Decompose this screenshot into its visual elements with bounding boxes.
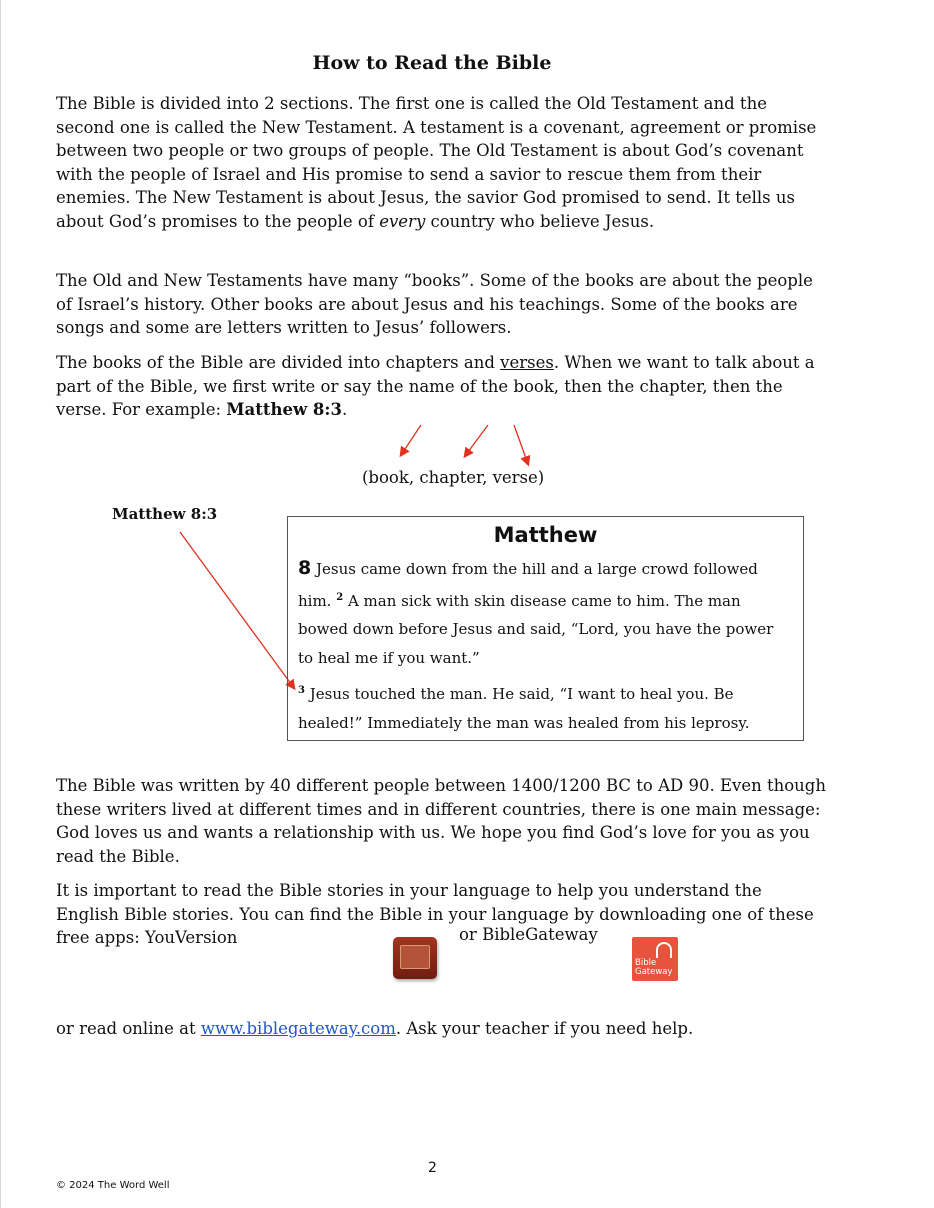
chapter-number: 8 xyxy=(298,557,312,579)
paragraph-text: It is important to read the Bible stories in your language to help you understand the English Bible stories. You can find the Bible in your language by downloading one of these free apps: YouVersion xyxy=(56,881,814,947)
period: . xyxy=(341,400,348,419)
copyright-footer: © 2024 The Word Well xyxy=(56,1180,170,1191)
page-title: How to Read the Bible xyxy=(312,52,552,74)
verse-3-text: Jesus touched the man. He said, “I want to heal you. Be healed!” Immediately the man was healed from his leprosy. xyxy=(298,685,750,732)
verses-1-2 xyxy=(298,554,793,672)
biblegateway-app-icon[interactable] xyxy=(632,937,678,981)
paragraph-books: The Old and New Testaments have many “books”. Some of the books are about the people of Israel’s history. Other books are about Jesus and his teachings. Some of the books are songs and some are letters written to Jesus’ followers. xyxy=(56,271,813,337)
example-reference: Matthew 8:3 xyxy=(226,400,342,419)
biblegateway-icon-label: Bible Gateway xyxy=(635,958,673,977)
verse-1-text: Jesus came down from the hill and a large crowd followed him. xyxy=(298,560,758,610)
arrow-verse xyxy=(514,425,528,464)
verse-3-number: 3 xyxy=(298,685,305,696)
paragraph-online xyxy=(56,1017,826,1041)
paragraph-testaments xyxy=(56,92,826,233)
paragraph-text: The books of the Bible are divided into chapters and xyxy=(56,353,501,372)
arrow-book xyxy=(401,425,421,455)
page-number: 2 xyxy=(428,1160,437,1176)
holy-bible-app-icon[interactable] xyxy=(393,937,437,979)
biblegateway-link[interactable]: www.biblegateway.com xyxy=(200,1019,396,1038)
paragraph-text: The Bible is divided into 2 sections. The first one is called the Old Testament and the second one is called the New Testament. A testament is a covenant, agreement or promise between two people or two groups of people. The Old Testament is about God’s covenant with the people of Israel and His promise to send a savior to rescue them from their enemies. The New Testament is about Jesus, the savior God promised to send. It tells us about God’s promises to the people of xyxy=(56,94,817,231)
paragraph-apps xyxy=(56,879,826,950)
reference-label: Matthew 8:3 xyxy=(112,505,218,523)
paragraph-text: or read online at xyxy=(56,1019,201,1038)
paragraph-writers: The Bible was written by 40 different people between 1400/1200 BC to AD 90. Even though these writers lived at different times and in different countries, there is one main message: God loves us and wants a relationship with us. We hope you find God’s love for you as you read the Bible. xyxy=(56,776,826,866)
verse-2-text: A man sick with skin disease came to him. The man bowed down before Jesus and said, “Lord, you have the power to heal me if you want.” xyxy=(298,591,774,667)
verse-2-number: 2 xyxy=(336,591,344,603)
emphasis-every: every xyxy=(379,211,426,231)
page-edge xyxy=(0,0,1,1208)
reference-caption: (book, chapter, verse) xyxy=(362,468,545,487)
bible-excerpt-box xyxy=(287,516,804,741)
book-cover-icon xyxy=(400,945,430,969)
arch-icon xyxy=(656,942,672,958)
book-title: Matthew xyxy=(493,523,598,547)
paragraph-chapters xyxy=(56,351,826,422)
biblegateway-text: or BibleGateway xyxy=(459,925,598,944)
paragraph-text-cont: . When we want to talk about a part of the Bible, we first write or say the name of the book, then the chapter, then the verse. For example: xyxy=(56,353,815,419)
arrow-chapter xyxy=(465,425,488,456)
paragraph-text-end: country who believe Jesus. xyxy=(425,211,655,231)
underlined-verses: verses xyxy=(500,353,554,372)
paragraph-text-end: . Ask your teacher if you need help. xyxy=(395,1019,694,1038)
verse-3 xyxy=(298,677,793,737)
arrow-to-verse-3 xyxy=(180,532,294,688)
